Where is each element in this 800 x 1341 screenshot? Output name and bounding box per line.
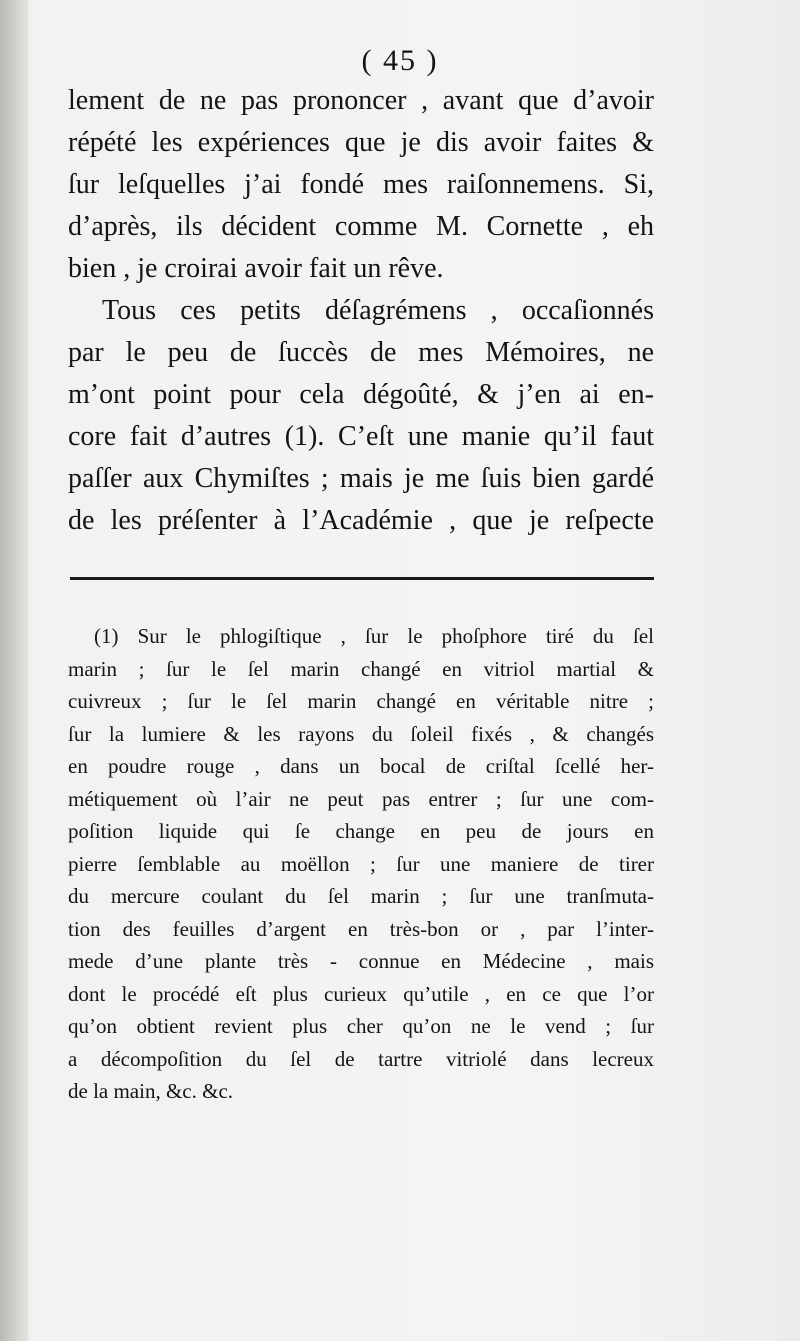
footnote-rule	[70, 577, 654, 580]
footnote-line: poſition liquide qui ſe change en peu de jours en	[68, 819, 654, 843]
footnote-line: a décompoſition du ſel de tartre vitriolé dans lecreux	[68, 1046, 654, 1071]
text-line: de les préſenter à l’Académie , que je reſpecte	[68, 505, 654, 536]
text-line: m’ont point pour cela dégoûté, & j’en ai en-	[68, 379, 654, 410]
page-number: ( 45 )	[361, 44, 439, 77]
text-line: par le peu de ſuccès de mes Mémoires, ne	[68, 337, 654, 368]
footnote-line: de la main, &c. &c.	[68, 1079, 234, 1103]
footnote-line: qu’on obtient revient plus cher qu’on ne le vend ; ſur	[68, 1014, 654, 1038]
text-line: Tous ces petits déſagrémens , occaſionnés	[102, 295, 654, 326]
footnote-line: du mercure coulant du ſel marin ; ſur une tranſmuta-	[68, 884, 654, 908]
footnote-line: mede d’une plante très - connue en Médecine , mais	[68, 949, 654, 973]
gutter-shadow	[0, 0, 28, 1341]
text-line: bien , je croirai avoir fait un rêve.	[68, 253, 444, 284]
footnote-line: dont le procédé eſt plus curieux qu’utile , en ce que l’or	[68, 981, 654, 1006]
main-text	[68, 80, 654, 542]
text-line: lement de ne pas prononcer , avant que d’avoir	[68, 85, 654, 116]
footnote-line: ſur la lumiere & les rayons du ſoleil fixés , & changés	[68, 721, 654, 746]
text-line: d’après, ils décident comme M. Cornette , eh	[68, 211, 654, 242]
text-line: paſſer aux Chymiſtes ; mais je me ſuis bien gardé	[68, 463, 654, 494]
text-line: ſur leſquelles j’ai fondé mes raiſonnemens. Si,	[68, 169, 654, 200]
footnote-line: (1) Sur le phlogiſtique , ſur le phoſphore tiré du ſel	[94, 624, 654, 648]
text-line: répété les expériences que je dis avoir faites &	[68, 127, 654, 158]
footnote-line: pierre ſemblable au moëllon ; ſur une maniere de tirer	[68, 851, 654, 876]
footnote-line: en poudre rouge , dans un bocal de criſtal ſcellé her-	[68, 754, 654, 778]
footnote-line: tion des feuilles d’argent en très-bon or , par l’inter-	[68, 916, 654, 941]
footnote-line: cuivreux ; ſur le ſel marin changé en véritable nitre ;	[68, 689, 654, 713]
footnote-line: marin ; ſur le ſel marin changé en vitriol martial &	[68, 656, 654, 681]
text-line: core fait d’autres (1). C’eſt une manie qu’il faut	[68, 421, 654, 452]
footnote-line: métiquement où l’air ne peut pas entrer ; ſur une com-	[68, 786, 654, 811]
footnote	[68, 620, 654, 1108]
